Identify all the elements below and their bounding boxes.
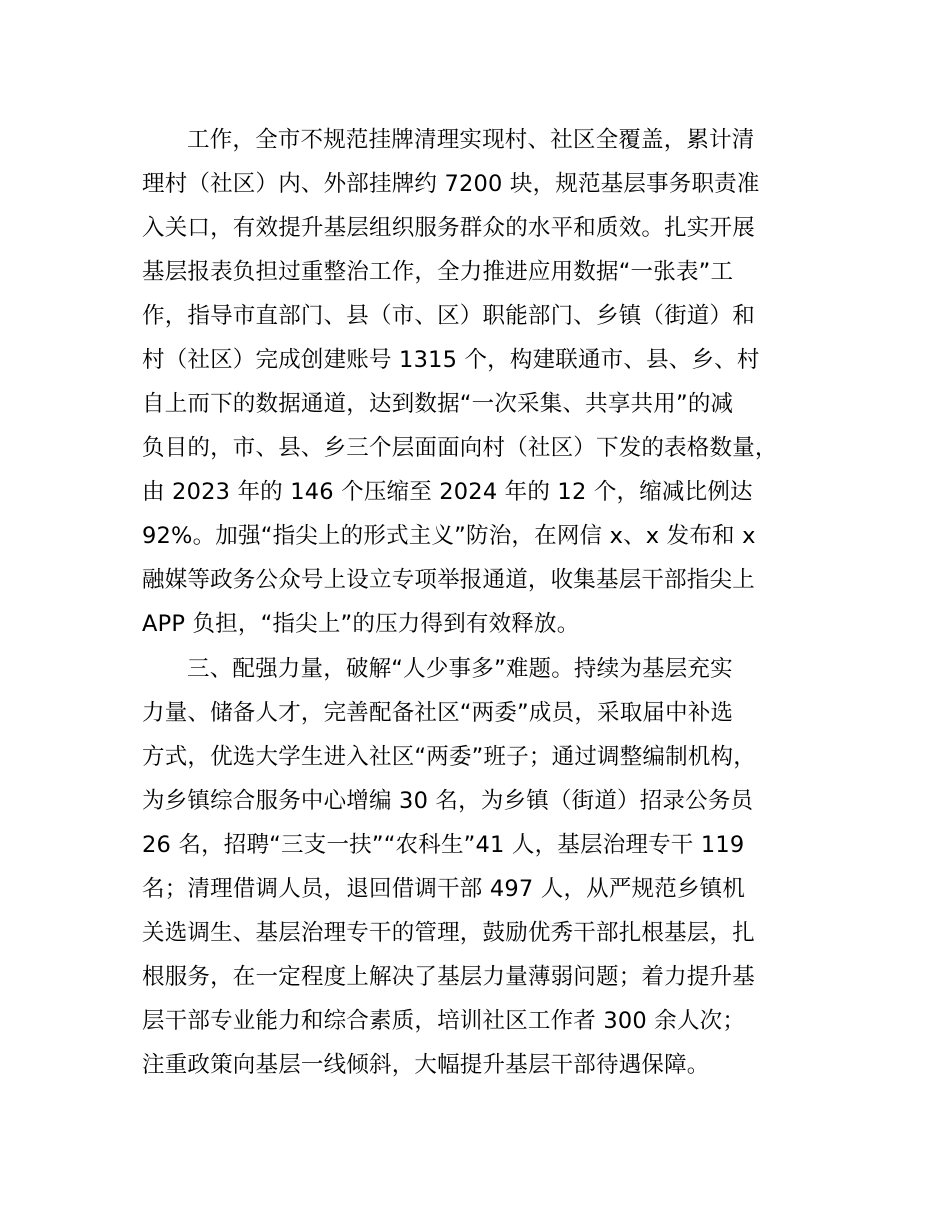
text-line: 92%。加强“指尖上的形式主义”防治，在网信 x、x 发布和 x — [142, 523, 756, 549]
text-line: 入关口，有效提升基层组织服务群众的水平和质效。扎实开展 — [142, 215, 755, 241]
text-line: 名；清理借调人员，退回借调干部 497 人，从严规范乡镇机 — [142, 876, 746, 902]
paragraph-2 — [142, 647, 842, 1087]
text-line: 注重政策向基层一线倾斜，大幅提升基层干部待遇保障。 — [142, 1052, 710, 1078]
text-line: 力量、储备人才，完善配备社区“两委”成员，采取届中补选 — [142, 700, 734, 726]
text-line: 根服务，在一定程度上解决了基层力量薄弱问题；着力提升基 — [142, 964, 755, 990]
text-line: 层干部专业能力和综合素质，培训社区工作者 300 余人次； — [142, 1008, 746, 1034]
text-line: APP 负担，“指尖上”的压力得到有效释放。 — [142, 611, 580, 637]
text-line: 26 名，招聘“三支一扶”“农科生”41 人，基层治理专干 119 — [142, 832, 745, 858]
text-line: 工作，全市不规范挂牌清理实现村、社区全覆盖，累计清 — [187, 127, 755, 153]
text-line: 村（社区）完成创建账号 1315 个，构建联通市、县、乡、村 — [142, 347, 760, 373]
text-line: 作，指导市直部门、县（市、区）职能部门、乡镇（街道）和 — [142, 303, 755, 329]
text-line: 基层报表负担过重整治工作，全力推进应用数据“一张表”工 — [142, 259, 734, 285]
text-line: 融媒等政务公众号上设立专项举报通道，收集基层干部指尖上 — [142, 567, 755, 593]
text-line: 关选调生、基层治理专干的管理，鼓励优秀干部扎根基层，扎 — [142, 920, 755, 946]
text-line: 由 2023 年的 146 个压缩至 2024 年的 12 个，缩减比例达 — [142, 479, 753, 505]
text-line: 负目的，市、县、乡三个层面面向村（社区）下发的表格数量， — [142, 435, 778, 461]
text-line: 自上而下的数据通道，达到数据“一次采集、共享共用”的减 — [142, 391, 734, 417]
paragraph-1 — [142, 118, 842, 646]
text-line: 为乡镇综合服务中心增编 30 名，为乡镇（街道）招录公务员 — [142, 788, 754, 814]
text-line: 理村（社区）内、外部挂牌约 7200 块，规范基层事务职责准 — [142, 171, 760, 197]
text-line: 方式，优选大学生进入社区“两委”班子；通过调整编制机构， — [142, 744, 756, 770]
text-line: 三、配强力量，破解“人少事多”难题。持续为基层充实 — [187, 656, 733, 682]
